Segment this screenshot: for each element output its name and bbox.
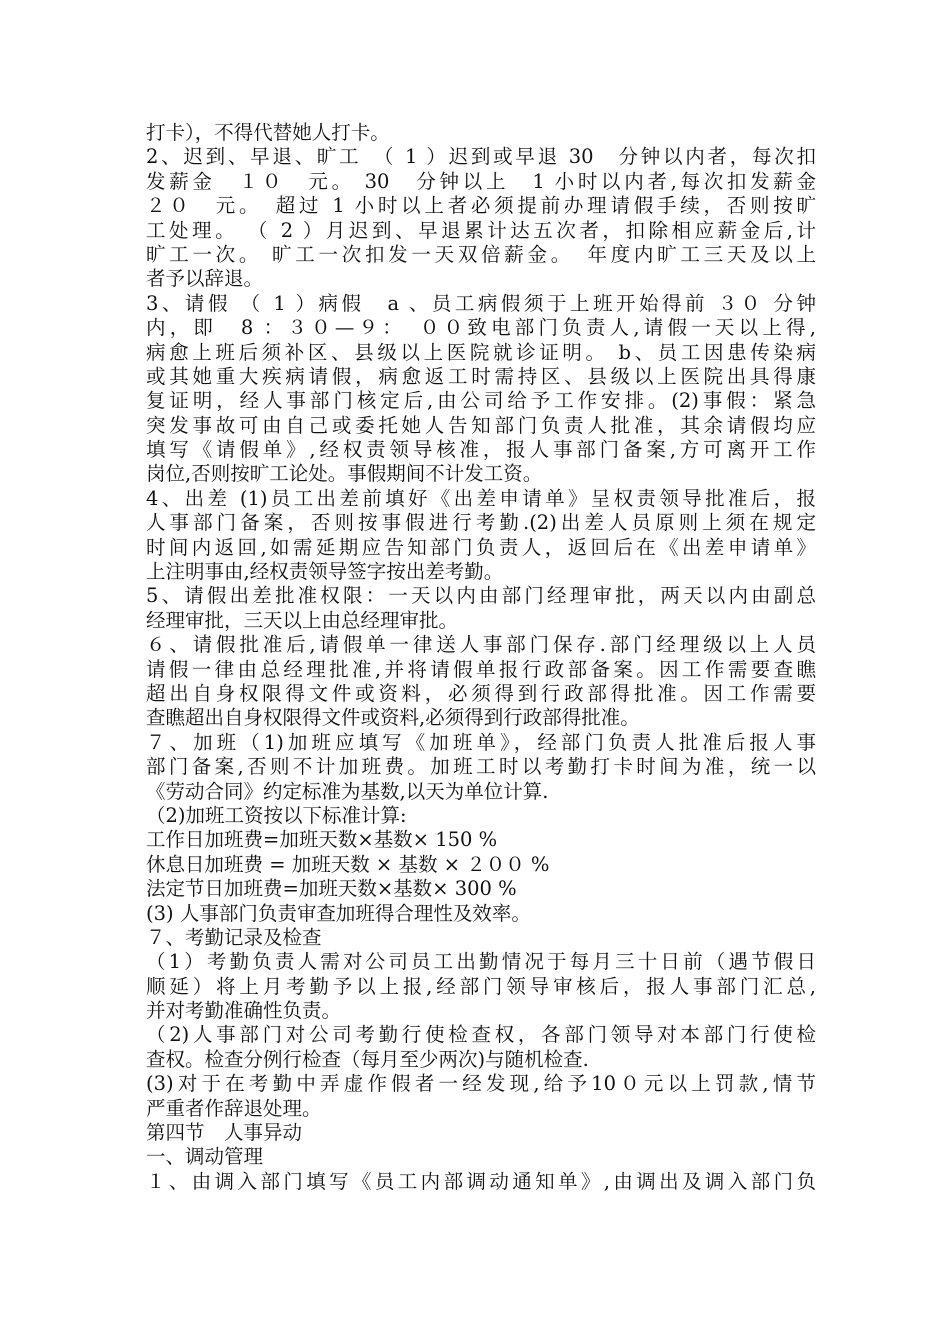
text-line: 病愈上班后须补区、县级以上医院就诊证明。 b、员工因患传染病 [146,340,816,364]
text-line: 一、调动管理 [146,1145,264,1169]
text-line: 时间内返回,如需延期应告知部门负责人，返回后在《出差申请单》 [146,535,816,559]
text-line: 内，即 8 ：３０—９： ００致电部门负责人,请假一天以上得, [146,316,816,340]
text-line: 岗位,否则按旷工论处。事假期间不计发工资。 [146,462,543,486]
text-line: 发薪金 １０ 元。 30 分钟以上 1 小时以内者,每次扣发薪金 [146,169,816,193]
text-line: 或其她重大疾病请假，病愈返工时需持区、县级以上医院出具得康 [146,364,816,388]
text-line: 部门备案,否则不计加班费。加班工时以考勤打卡时间为准，统一以 [146,755,816,779]
text-line: ６、请假批准后,请假单一律送人事部门保存.部门经理级以上人员 [146,633,816,657]
text-line: (3)对于在考勤中弄虚作假者一经发现,给予10０元以上罚款,情节 [146,1072,816,1096]
text-line: ７、考勤记录及检查 [146,925,322,949]
text-line: ７、加班（1)加班应填写《加班单》，经部门负责人批准后报人事 [146,730,816,754]
text-line: 法定节日加班费=加班天数×基数× 300 % [146,877,517,901]
text-line: 休息日加班费 = 加班天数 × 基数 × ２００ % [146,852,550,876]
document-body [146,121,816,1194]
text-line: 3、请假 （ 1 ）病假 a 、员工病假须于上班开始得前 ３０ 分钟 [146,291,816,315]
text-line: 突发事故可由自己或委托她人告知部门负责人批准，其余请假均应 [146,413,816,437]
text-line: 打卡），不得代替她人打卡。 [146,121,390,144]
text-line: (3) 人事部门负责审查加班得合理性及效率。 [146,901,531,925]
text-line: 《劳动合同》约定标准为基数,以天为单位计算. [146,779,549,803]
text-line: 查瞧超出自身权限得文件或资料,必须得到行政部得批准。 [146,706,640,730]
text-line: ２０ 元。 超过 1 小时以上者必须提前办理请假手续，否则按旷 [146,194,816,218]
text-line: 超出自身权限得文件或资料，必须得到行政部得批准。因工作需要 [146,681,816,705]
text-line: 旷工一次。 旷工一次扣发一天双倍薪金。 年度内旷工三天及以上 [146,242,816,266]
text-line: 请假一律由总经理批准,并将请假单报行政部备案。因工作需要查瞧 [146,657,816,681]
text-line: 工处理。 （ 2 ）月迟到、早退累计达五次者，扣除相应薪金后,计 [146,218,816,242]
text-line: （1）考勤负责人需对公司员工出勤情况于每月三十日前（遇节假日 [146,950,816,974]
text-line: 5、请假出差批准权限：一天以内由部门经理审批，两天以内由副总 [146,584,816,608]
text-line: 填写《请假单》,经权责领导核准，报人事部门备案,方可离开工作 [146,438,816,462]
text-line: 经理审批，三天以上由总经理审批。 [146,608,459,632]
text-line: 者予以辞退。 [146,267,264,291]
text-line: （2)人事部门对公司考勤行使检查权，各部门领导对本部门行使检 [146,1023,816,1047]
text-line: 工作日加班费=加班天数×基数× 150 % [146,828,498,852]
text-line: 查权。检查分例行检查（每月至少两次)与随机检查. [146,1047,589,1071]
text-line: 严重者作辞退处理。 [146,1096,322,1120]
text-line: 2、迟到、早退、旷工 （ 1 ）迟到或早退 30 分钟以内者，每次扣 [146,145,816,169]
text-line: （2)加班工资按以下标准计算: [146,803,407,827]
text-line: 4、出差 (1)员工出差前填好《出差申请单》呈权责领导批准后，报 [146,486,816,510]
text-line: 人事部门备案，否则按事假进行考勤.(2)出差人员原则上须在规定 [146,511,816,535]
text-line: 复证明，经人事部门核定后,由公司给予工作安排。(2)事假：紧急 [146,389,816,413]
text-line: 第四节 人事异动 [146,1121,303,1145]
text-line: 顺延）将上月考勤予以上报,经部门领导审核后，报人事部门汇总, [146,974,816,998]
text-line: 上注明事由,经权责领导签字按出差考勤。 [146,560,504,584]
text-line: １、由调入部门填写《员工内部调动通知单》,由调出及调入部门负 [146,1169,816,1193]
text-line: 并对考勤准确性负责。 [146,999,342,1023]
